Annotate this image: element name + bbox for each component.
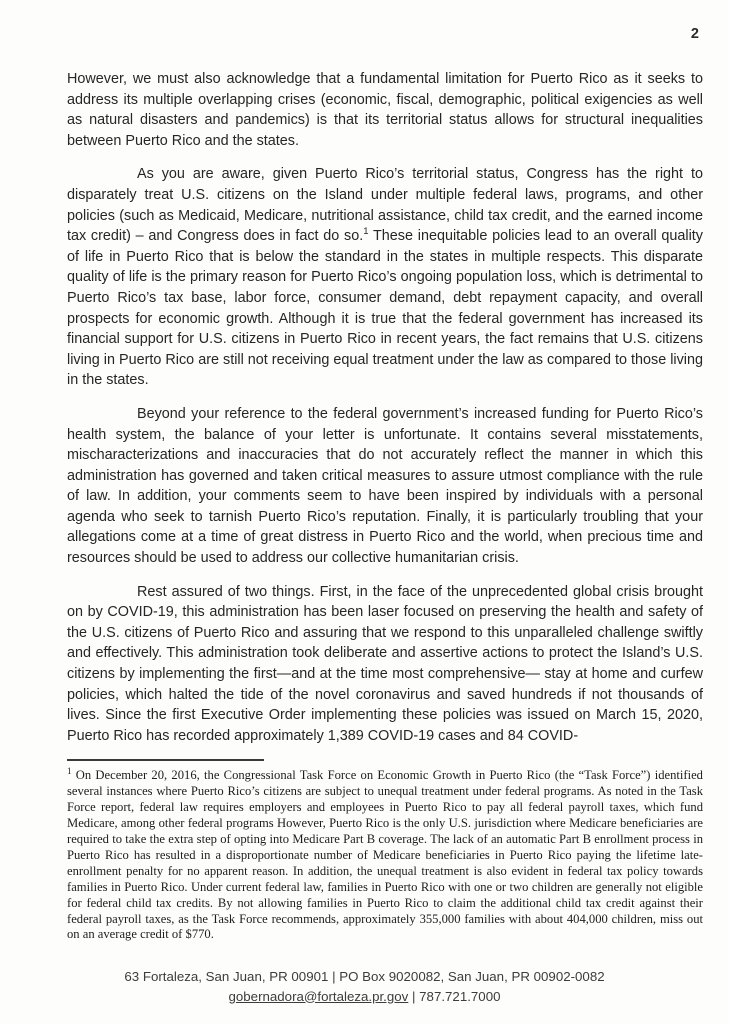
paragraph-covid-response: Rest assured of two things. First, in the face of the unprecedented global crisis brought on by COVID-19, this administration has been laser focused on preserving the health and safety of the U.S. citizens of Puerto Rico and assuring that we respond to this unparalleled challenge swiftly and effectively. This administration took deliberate and assertive actions to protect the Island’s U.S. citizens by implementing the first—and at the time most comprehensive— stay at home and curfew policies, which halted the tide of the novel coronavirus and saved hundreds if not thousands of lives. Since the first Executive Order implementing these policies was issued on March 15, 2020, Puerto Rico has recorded approximately 1,389 COVID-19 cases and 84 COVID- — [67, 583, 703, 744]
paragraph-2-text-before-footnote-ref: As you are aware, given Puerto Rico’s territorial status, Congress has the right to disparately treat U.S. citizens on the Island under multiple federal laws, programs, and other policies (such as Medicaid, Medicare, nutritional assistance, child tax credit, and the earned income tax credit) – and Congress does in fact do so. — [67, 166, 703, 245]
paragraph-letter-criticism: Beyond your reference to the federal government’s increased funding for Puerto Rico’s health system, the balance of your letter is unfortunate. It contains several misstatements, mischaracterizations and inaccuracies that do not accurately reflect the manner in which this administration has governed and taken critical measures to assure utmost compliance with the rule of law. In addition, your comments seem to have been inspired by individuals with a personal agenda who seek to tarnish Puerto Rico’s reputation. Finally, it is particularly troubling that your allegations come at a time of great distress in Puerto Rico and the world, when precious time and resources should be used to address our collective humanitarian crisis. — [67, 405, 703, 567]
footnote-number: 1 — [67, 766, 72, 777]
footnote-body: On December 20, 2016, the Congressional Task Force on Economic Growth in Puerto Rico (the “Task Force”) identified several instances where Puerto Rico’s citizens are subject to unequal treatment under federal programs. As noted in the Task Force report, federal law requires employers and employees in Puerto Rico to pay all federal payroll taxes, which fund Medicare, among other federal programs However, Puerto Rico is the only U.S. jurisdiction where Medicare beneficiaries are required to take the extra step of opting into Medicare Part B coverage. The lack of an automatic Part B enrollment process in Puerto Rico has resulted in a disproportionate number of Medicare beneficiaries in Puerto Rico paying the lifetime late-enrollment penalty for no apparent reason. In addition, the unequal treatment is also evident in federal tax policy towards families in Puerto Rico. Under current federal law, families in Puerto Rico with one or two children are generally not eligible for federal child tax credits. By not allowing families in Puerto Rico to claim the additional child tax credit against their federal payroll taxes, as the Task Force recommends, approximately 355,000 families with about 404,000 children, miss out on an average credit of $770. — [67, 768, 703, 942]
paragraph-fundamental-limitation: However, we must also acknowledge that a fundamental limitation for Puerto Rico as it seeks to address its multiple overlapping crises (economic, fiscal, demographic, political exigencies as well as natural disasters and pandemics) is that its territorial status allows for structural inequalities between Puerto Rico and the states. — [67, 71, 703, 149]
footnote-separator-rule — [67, 759, 264, 761]
footer-email: gobernadora@fortaleza.pr.gov — [228, 988, 409, 1004]
footer-phone: 787.721.7000 — [419, 988, 501, 1004]
letter-body — [67, 69, 703, 943]
footer-contact-line — [0, 987, 729, 1007]
page-number: 2 — [690, 26, 699, 42]
footnote-section — [67, 759, 703, 943]
paragraph-territorial-status — [67, 164, 703, 391]
footer-separator: | — [408, 988, 420, 1004]
footnote-text — [67, 768, 703, 943]
page-footer — [0, 967, 729, 1006]
footnote-reference-marker: 1 — [363, 226, 369, 238]
paragraph-2-text-after-footnote-ref: These inequitable policies lead to an overall quality of life in Puerto Rico that is below the standard in the states in multiple respects. This disparate quality of life is the primary reason for Puerto Rico’s ongoing population loss, which is detrimental to Puerto Rico’s tax base, labor force, consumer demand, debt repayment capacity, and overall prospects for economic growth. Although it is true that the federal government has increased its financial support for U.S. citizens in Puerto Rico in recent years, the fact remains that U.S. citizens living in Puerto Rico are still not receiving equal treatment under the law as compared to those living in the states. — [67, 228, 703, 389]
footer-address-line: 63 Fortaleza, San Juan, PR 00901 | PO Box 9020082, San Juan, PR 00902-0082 — [124, 969, 605, 984]
